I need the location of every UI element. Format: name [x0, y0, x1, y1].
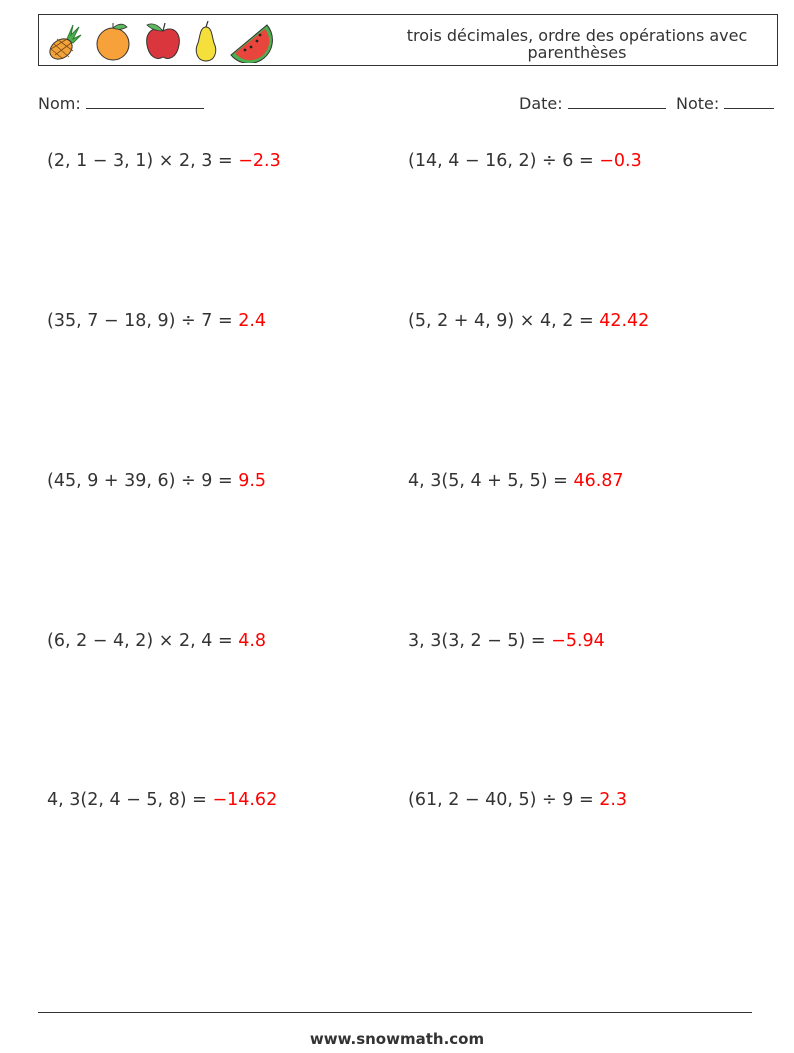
footer-divider [38, 1012, 752, 1013]
problem-2 [408, 151, 642, 171]
footer-url: www.snowmath.com [309, 1030, 485, 1048]
problem-answer: 42.42 [599, 311, 650, 331]
problem-answer: −2.3 [238, 151, 281, 171]
problem-3 [47, 311, 266, 331]
pear-icon [189, 19, 223, 63]
problem-10 [408, 790, 627, 810]
date-label: Date: [519, 94, 563, 113]
problem-answer: 9.5 [238, 471, 267, 491]
problem-expression: (35, 7 − 18, 9) ÷ 7 = [47, 311, 233, 331]
problem-expression: 3, 3(3, 2 − 5) = [408, 631, 546, 651]
pineapple-icon [45, 19, 85, 63]
worksheet-header [38, 14, 778, 66]
problem-expression: 4, 3(2, 4 − 5, 8) = [47, 790, 207, 810]
problem-4 [408, 311, 649, 331]
problem-expression: 4, 3(5, 4 + 5, 5) = [408, 471, 568, 491]
problem-expression: (6, 2 − 4, 2) × 2, 4 = [47, 631, 233, 651]
problem-6 [408, 471, 624, 491]
worksheet-title: trois décimales, ordre des opérations avec parenthèses [406, 26, 748, 62]
watermelon-icon [227, 19, 273, 63]
problem-1 [47, 151, 281, 171]
problem-7 [47, 631, 266, 651]
name-field [38, 94, 204, 113]
problem-answer: −0.3 [599, 151, 642, 171]
date-field [519, 94, 666, 113]
problem-answer: −14.62 [212, 790, 278, 810]
problem-9 [47, 790, 277, 810]
problem-answer: 2.4 [238, 311, 267, 331]
problem-expression: (2, 1 − 3, 1) × 2, 3 = [47, 151, 233, 171]
problem-expression: (45, 9 + 39, 6) ÷ 9 = [47, 471, 233, 491]
orange-icon [91, 19, 135, 63]
problem-expression: (5, 2 + 4, 9) × 4, 2 = [408, 311, 594, 331]
name-label: Nom: [38, 94, 81, 113]
problem-5 [47, 471, 266, 491]
problem-answer: 2.3 [599, 790, 628, 810]
apple-icon [141, 19, 185, 63]
note-field [676, 94, 774, 113]
note-blank [724, 94, 774, 109]
problem-expression: (14, 4 − 16, 2) ÷ 6 = [408, 151, 594, 171]
problem-8 [408, 631, 605, 651]
problem-answer: 4.8 [238, 631, 267, 651]
name-blank [86, 94, 204, 109]
problem-expression: (61, 2 − 40, 5) ÷ 9 = [408, 790, 594, 810]
problem-answer: −5.94 [551, 631, 605, 651]
fruit-strip [45, 19, 275, 63]
note-label: Note: [676, 94, 720, 113]
problem-answer: 46.87 [573, 471, 624, 491]
date-blank [568, 94, 666, 109]
